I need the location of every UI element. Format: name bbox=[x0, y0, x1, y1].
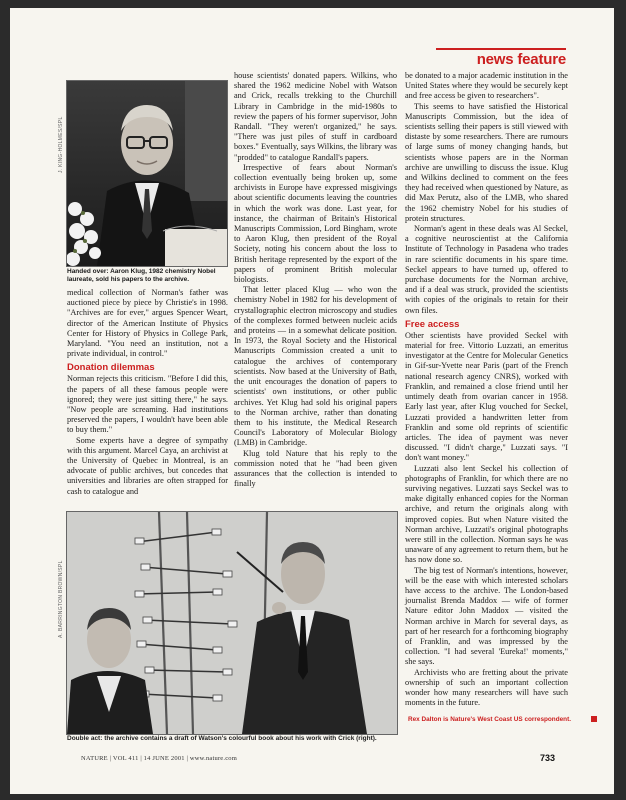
page-footer: NATURE | VOL 411 | 14 JUNE 2001 | www.nature.com bbox=[81, 755, 238, 762]
watson-crick-image bbox=[67, 512, 397, 734]
subhead-free-access: Free access bbox=[405, 318, 460, 330]
watson-crick-photo bbox=[66, 511, 398, 735]
col2-paragraph-4: Klug told Nature that his reply to the commission noted that he "had been given assurances that the collection is intended to finally bbox=[234, 448, 397, 489]
col3-paragraph-6: The big test of Norman's intentions, however, will be the ease with which interested scholars have access to the archive. The London-based journalist Brenda Maddox — wife of former Nature editor John Maddox — visited the Norman archive in March for several days, as part of her research for a forthcoming biography of Franklin, and was impressed by the collection. "I had several 'Eureka!' moments," she says. bbox=[405, 565, 568, 667]
col3-paragraph-5: Luzzati also lent Seckel his collection of photographs of Franklin, for which there are no surviving negatives. Luzzati says Seckel was to make digitally enhanced copies for the Norman archive, and return the originals along with improved copies. But when Nature visited the Norman archive, Luzzati's original photographs were still in the collection. Norman says he was unaware of any agreement to return them, but he has now done so. bbox=[405, 463, 568, 565]
photo-credit-klug: J. KING-HOLMES/SPL bbox=[58, 116, 64, 173]
section-title: news feature bbox=[476, 51, 566, 68]
col3-paragraph-1: be donated to a major academic institution in the United States where they would be securely kept and free access be given to researchers". bbox=[405, 71, 568, 101]
end-mark bbox=[591, 716, 597, 722]
klug-caption: Handed over: Aaron Klug, 1982 chemistry Nobel laureate, sold his papers to the archive. bbox=[67, 268, 216, 283]
col2-paragraph-1: house scientists' donated papers. Wilkins, who shared the 1962 medicine Nobel with Watson and Crick, recalls trekking to the Churchill Library in Cambridge in the mid-1980s to review the papers of his former supervisor, John Randall. "They weren't organized," he says. "There was just piles of stuff in cardboard boxes." Eventually, says Wilkins, the library was "prodded" to catalogue Randall's papers. bbox=[234, 71, 397, 162]
column-1 bbox=[67, 288, 228, 497]
author-byline: Rex Dalton is Nature's West Coast US correspondent. bbox=[408, 716, 571, 723]
col1-paragraph-1: medical collection of Norman's father was auctioned piece by piece by Christie's in 1998. "Archives are for ever," argues Spencer Weart, director of the American Institute of Physics Center for History of Physics in College Park, Maryland. "You need an institution, not a private individual, in control." bbox=[67, 288, 228, 359]
klug-portrait-image bbox=[67, 81, 227, 266]
page-number: 733 bbox=[540, 753, 556, 763]
col2-paragraph-2: Irrespective of fears about Norman's collection eventually being broken up, some archivists in Europe have expressed misgivings about scientific documents leaving the countries in which the work was done. Last year, for instance, the chairman of Britain's Historical Manuscripts Commission, Lord Bingham, wrote to Aaron Klug, then president of the Royal Society, noting his concern about the loss to British heritage represented by the export of the papers of prominent British molecular biologists. bbox=[234, 162, 397, 285]
col3-paragraph-4: Other scientists have provided Seckel with material for free. Vittorio Luzzati, an emeritus investigator at the Centre for Molecular Genetics in Gif-sur-Yvette near Paris (part of the French national research agency CNRS), worked with Franklin, and remained a close friend until her untimely death from ovarian cancer in 1958. Early last year, after Klug vouched for Seckel, Luzzati provided a handwritten letter from Franklin and some old reprints of scientific articles. The idea of payment was never discussed. "I didn't charge," Luzzati says. "I don't want money." bbox=[405, 330, 568, 463]
klug-photo bbox=[66, 80, 228, 267]
magazine-page bbox=[10, 8, 614, 794]
subhead-donation-dilemmas: Donation dilemmas bbox=[67, 362, 155, 374]
col1-paragraph-3: Some experts have a degree of sympathy with this argument. Marcel Caya, an archivist at the University of Quebec in Montreal, is an advocate of public archives, but concedes that universities and libraries are often strapped for cash to catalogue and bbox=[67, 435, 228, 496]
column-2 bbox=[234, 71, 397, 489]
column-3 bbox=[405, 71, 568, 708]
col2-paragraph-3: That letter placed Klug — who won the chemistry Nobel in 1982 for his development of crystallographic electron microscopy and studies of the complexes formed between nucleic acids and proteins — in a somewhat delicate position. In 1973, the Royal Society and the Historical Manuscripts Commission created a unit to catalogue the archives of contemporary scientists. Now based at the University of Bath, the unit encourages the donation of papers to scientists' own institutions, or other public archives. Yet Klug had sold his original papers to the Norman archive, rather than donating them to his institute, the Medical Research Council's Laboratory of Molecular Biology (LMB) in Cambridge. bbox=[234, 285, 397, 448]
col1-paragraph-2: Norman rejects this criticism. "Before I did this, the papers of all these famous people were ignored; they were just sitting there," he says. "Now people are screaming. Had institutions preserved the papers, I wouldn't have been able to buy them." bbox=[67, 374, 228, 435]
watson-caption: Double act: the archive contains a draft of Watson's colourful book about his work with Crick (right). bbox=[67, 735, 377, 742]
col3-paragraph-7: Archivists who are fretting about the private ownership of such an important collection wonder how many researchers will have such moments in the future. bbox=[405, 667, 568, 708]
section-header bbox=[436, 48, 566, 68]
photo-credit-watson: A. BARRINGTON BROWN/SPL bbox=[58, 560, 64, 638]
col3-paragraph-3: Norman's agent in these deals was Al Seckel, a cognitive neuroscientist at the California Institute of Technology in Pasadena who trades in rare scientific documents in his spare time. Seckel appears to have turned up, offered to purchase documents for the Norman archive, and if a deal was struck, provided the scientists with copies of the originals to retain for their own files. bbox=[405, 224, 568, 315]
col3-paragraph-2: This seems to have satisfied the Historical Manuscripts Commission, but the idea of scientists selling their papers is still viewed with distaste by some researchers. There are rumours of large sums of money changing hands, but scientists whose papers are in the Norman archive are unwilling to discuss the issue. Klug and Wilkins declined to comment on the fees they had received when questioned by Nature, as did Max Perutz, also of the LMB, who shared the 1962 chemistry Nobel for his studies of protein structures. bbox=[405, 101, 568, 223]
